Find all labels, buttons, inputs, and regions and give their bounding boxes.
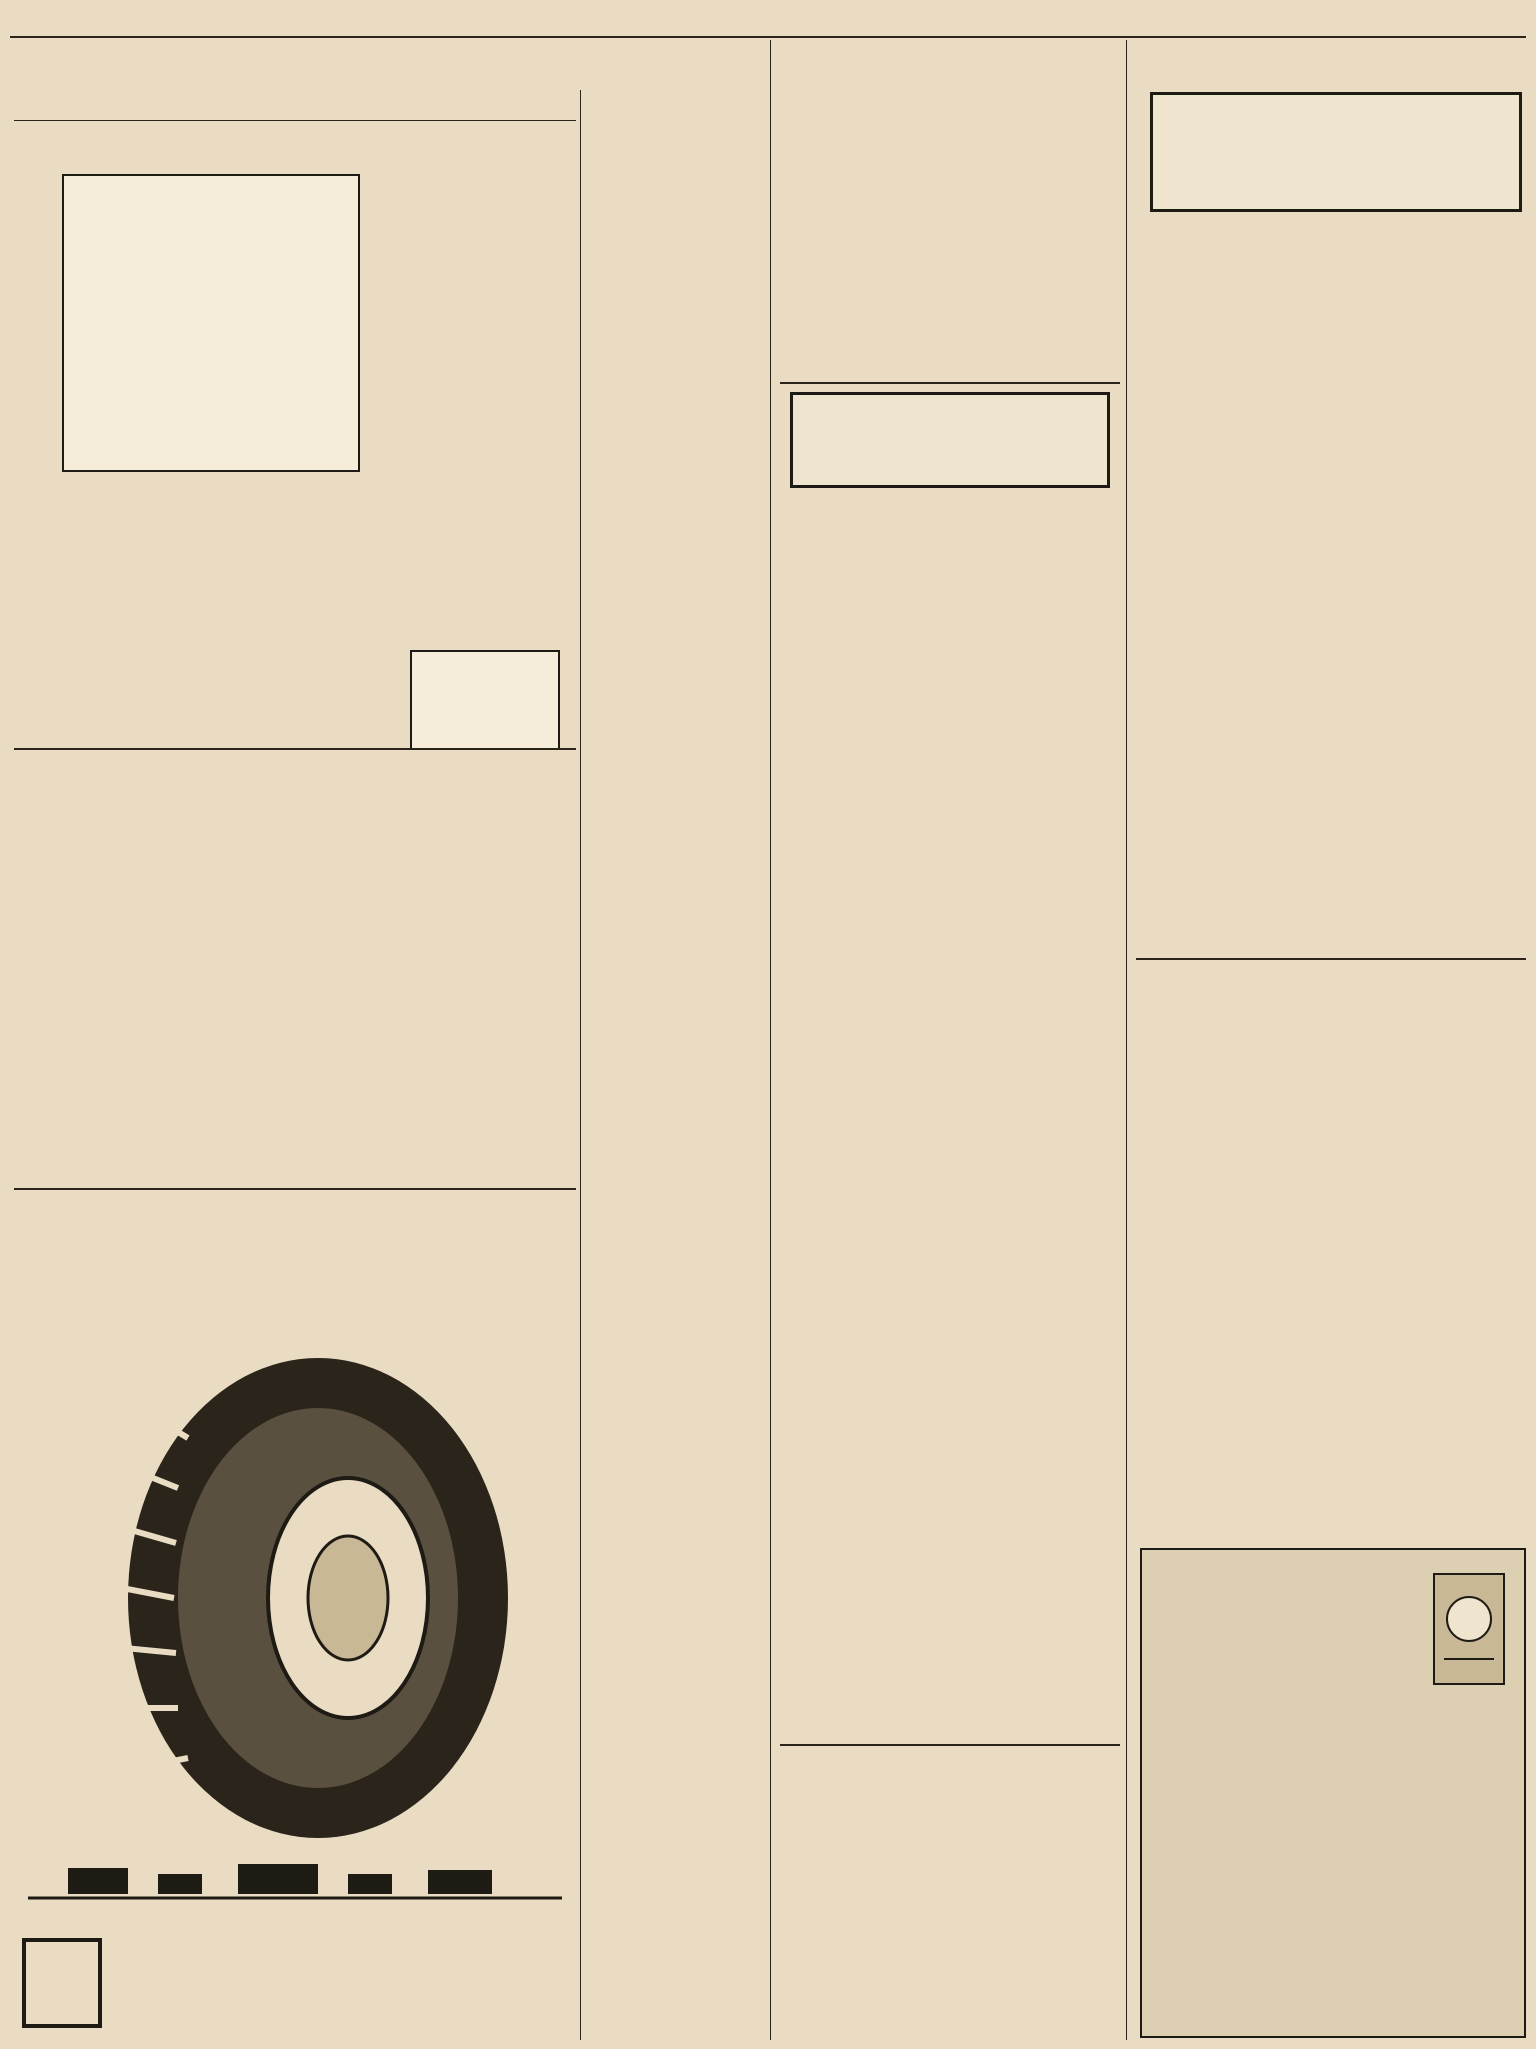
social-banner <box>1150 92 1522 212</box>
social-rule <box>1136 958 1526 960</box>
bridgestone-ad <box>18 1198 572 2038</box>
tire-icon <box>58 1348 538 1868</box>
social-item2-body <box>1150 588 1520 718</box>
telegram-rule <box>14 748 576 750</box>
center-col-sub2-body <box>590 876 766 1436</box>
anjoman-s1-body <box>780 546 1120 650</box>
letter-body <box>1150 1072 1520 1322</box>
anjoman-s2-body <box>780 682 1120 892</box>
col-sep-2 <box>770 40 771 2040</box>
center-col-body <box>590 150 766 400</box>
auction-body <box>780 1780 1120 1972</box>
masthead-rule <box>10 36 1526 38</box>
center-col-sub4-body <box>590 1792 766 1992</box>
crossword-row-numbers <box>364 174 386 472</box>
crossword-title-rule <box>14 120 576 121</box>
center-col-footer <box>590 1998 766 2042</box>
anjoman-banner <box>790 392 1110 488</box>
anjoman-rule <box>780 382 1120 384</box>
dry-ice-box-icon <box>1424 1564 1514 1694</box>
col-sep-3 <box>580 90 581 2040</box>
letter-signers <box>1150 1330 1520 1520</box>
social-item3-body <box>1150 750 1520 922</box>
auction-rule <box>780 1744 1120 1746</box>
telegram-body <box>18 826 572 1106</box>
social-intro <box>1150 316 1520 412</box>
ad-rule <box>14 1188 576 1190</box>
solution-body <box>18 622 384 742</box>
telegram-signers <box>18 1110 572 1150</box>
bs-logo <box>22 1938 102 2028</box>
center-col-sub3-body <box>590 1464 766 1764</box>
crossword-grid[interactable] <box>62 174 360 472</box>
solution-grid <box>410 650 560 750</box>
anjoman-s3-body <box>780 944 1120 1038</box>
dry-ice-ad <box>1140 1548 1526 2038</box>
crossword-across-text <box>392 130 576 480</box>
anjoman-s5-body <box>780 1310 1120 1738</box>
crossword-down-text <box>18 488 576 618</box>
anjoman-s4-body <box>780 1092 1120 1262</box>
road-vehicles-icon <box>28 1848 562 1908</box>
center-col-sub1-body <box>590 428 766 848</box>
edu-body <box>780 150 1120 380</box>
col-sep-1 <box>1126 40 1127 2040</box>
social-item1-body <box>1150 446 1520 556</box>
